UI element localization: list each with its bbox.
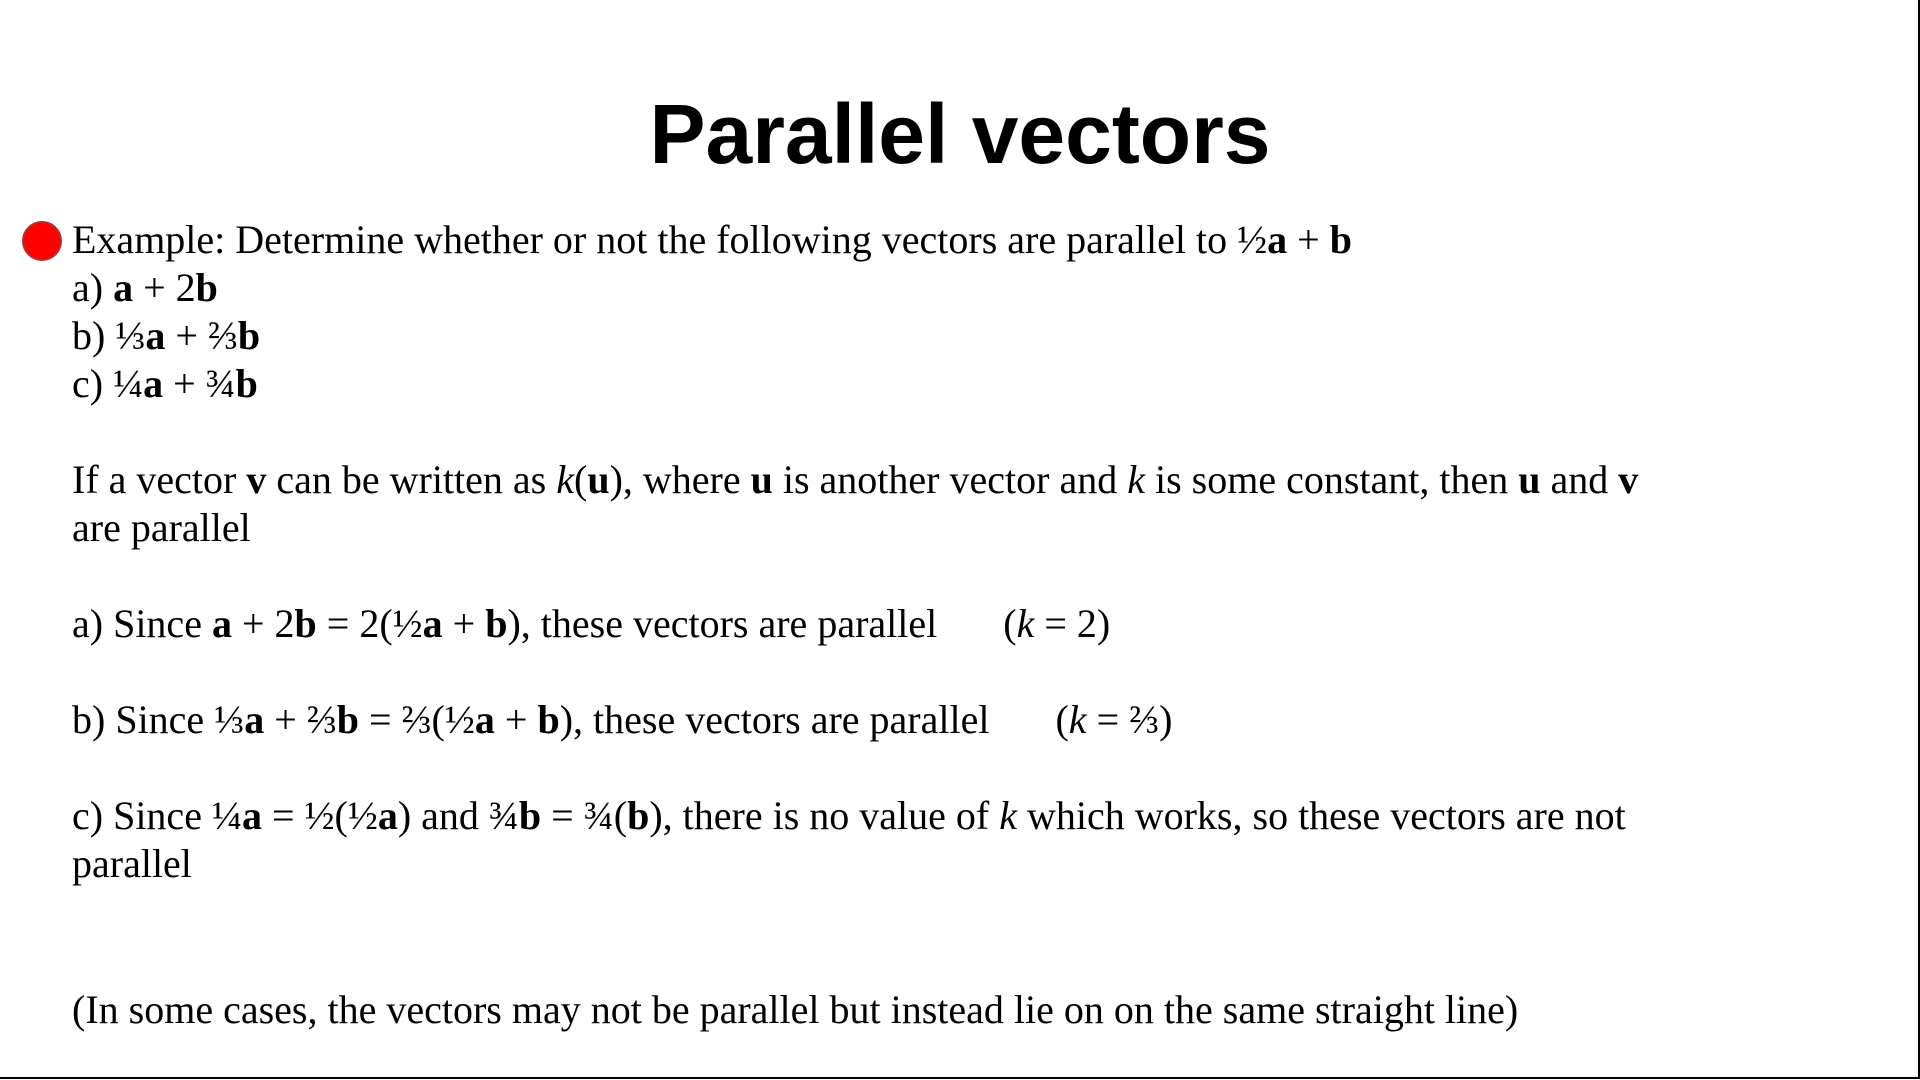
answer-text: ), these vectors are parallel <box>559 697 990 742</box>
option-b <box>72 312 260 360</box>
vector-b: b <box>537 697 560 742</box>
constant-k: k <box>1068 697 1087 742</box>
option-c-text: c) ¼ <box>72 361 144 406</box>
vector-u: u <box>1518 457 1541 502</box>
answer-text: c) Since ¼ <box>72 793 242 838</box>
definition-text: is some constant, then <box>1144 457 1519 502</box>
constant-k: k <box>1016 601 1035 646</box>
definition-text: ( <box>574 457 588 502</box>
footnote: (In some cases, the vectors may not be parallel but instead lie on on the same straight line) <box>72 987 1519 1032</box>
constant-k: k <box>1127 457 1145 502</box>
definition-line-2: are parallel <box>72 505 251 550</box>
definition-text: and <box>1540 457 1619 502</box>
answer-text: b) Since ⅓ <box>72 697 245 742</box>
vector-a: a <box>244 697 265 742</box>
vector-b: b <box>627 793 650 838</box>
example-text: Example: Determine whether or not the following vectors are parallel to ½ <box>72 217 1268 262</box>
vector-b: b <box>195 265 218 310</box>
vector-a: a <box>143 361 164 406</box>
vector-b: b <box>294 601 317 646</box>
answer-text: ) and ¾ <box>397 793 519 838</box>
vector-b: b <box>1329 217 1352 262</box>
vector-a: a <box>113 265 134 310</box>
example-plus: + <box>1287 217 1330 262</box>
answer-text: + <box>494 697 538 742</box>
answer-text: ), these vectors are parallel <box>507 601 938 646</box>
vector-u: u <box>587 457 610 502</box>
vector-a: a <box>422 601 443 646</box>
answer-k-value: = ⅔) <box>1086 697 1173 742</box>
vector-a: a <box>211 601 232 646</box>
answer-a <box>72 600 1110 648</box>
vector-u: u <box>750 457 773 502</box>
vector-a: a <box>1267 217 1288 262</box>
definition-text: ), where <box>609 457 751 502</box>
option-c-text: + ¾ <box>163 361 236 406</box>
definition-text: If a vector <box>72 457 247 502</box>
vector-b: b <box>485 601 508 646</box>
vector-v: v <box>246 457 267 502</box>
answer-text: = ¾( <box>541 793 628 838</box>
vector-a: a <box>241 793 262 838</box>
option-a-text: + 2 <box>133 265 196 310</box>
answer-c-line-2: parallel <box>72 841 192 886</box>
answer-text: = ½(½ <box>261 793 378 838</box>
answer-text: which works, so these vectors are not <box>1016 793 1626 838</box>
vector-b: b <box>235 361 258 406</box>
vector-a: a <box>377 793 398 838</box>
answer-text: + ⅔ <box>264 697 337 742</box>
answer-text: ), there is no value of <box>649 793 1000 838</box>
option-b-text: b) ⅓ <box>72 313 146 358</box>
vector-b: b <box>237 313 261 358</box>
option-c <box>72 360 258 408</box>
vector-a: a <box>474 697 495 742</box>
vector-b: b <box>518 793 542 838</box>
answer-c-line-1 <box>72 792 1626 840</box>
vector-v: v <box>1618 457 1639 502</box>
slide-title: Parallel vectors <box>649 87 1271 181</box>
definition-text: can be written as <box>266 457 557 502</box>
answer-text: = ⅔(½ <box>359 697 475 742</box>
constant-k: k <box>999 793 1017 838</box>
answer-k-paren: ( <box>1055 697 1069 742</box>
definition-line-1 <box>72 456 1638 504</box>
option-a <box>72 264 218 312</box>
answer-k-value: = 2) <box>1034 601 1111 646</box>
answer-text: = 2(½ <box>316 601 423 646</box>
vector-a: a <box>145 313 166 358</box>
answer-text: a) Since <box>72 601 212 646</box>
answer-k-paren: ( <box>1003 601 1017 646</box>
answer-text: + <box>442 601 486 646</box>
laser-pointer-dot <box>22 221 62 261</box>
answer-b <box>72 696 1172 744</box>
vector-b: b <box>336 697 359 742</box>
answer-text: + 2 <box>231 601 295 646</box>
option-a-text: a) <box>72 265 114 310</box>
example-prompt <box>72 216 1352 264</box>
constant-k: k <box>556 457 574 502</box>
definition-text: is another vector and <box>772 457 1128 502</box>
option-b-text: + ⅔ <box>165 313 238 358</box>
